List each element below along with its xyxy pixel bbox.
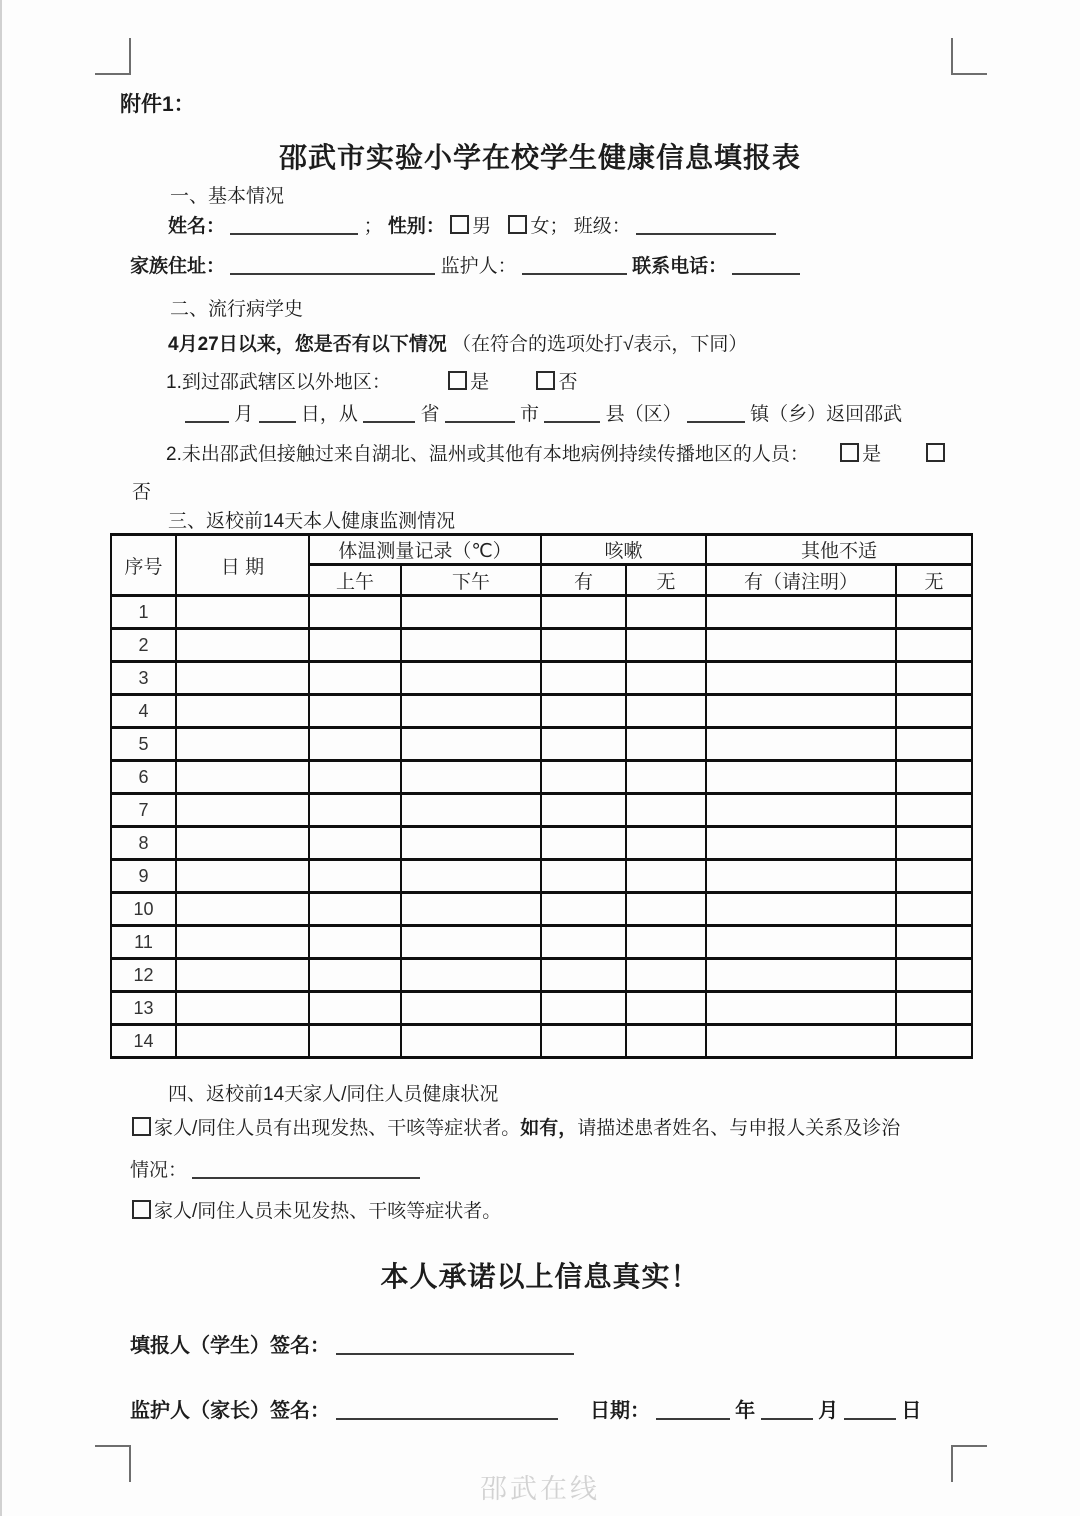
empty-entry-cell[interactable] (706, 827, 896, 860)
row-number-cell: 4 (111, 695, 176, 728)
question2-line (166, 439, 948, 466)
guardian-label: 监护人： (440, 256, 517, 277)
empty-entry-cell[interactable] (896, 827, 972, 860)
female-label: 女； (530, 216, 569, 237)
empty-entry-cell[interactable] (706, 959, 896, 992)
name-label: 姓名： (168, 216, 226, 237)
table-row (111, 695, 972, 728)
section-monitoring-heading: 三、返校前14天本人健康监测情况 (168, 511, 456, 532)
empty-entry-cell[interactable] (706, 893, 896, 926)
empty-entry-cell[interactable] (896, 1025, 972, 1058)
q1-yes-label: 是 (470, 372, 490, 393)
town-label: 镇（乡）返回邵武 (750, 404, 903, 425)
town-blank[interactable] (687, 404, 745, 423)
empty-entry-cell[interactable] (541, 695, 626, 728)
empty-entry-cell[interactable] (626, 893, 706, 926)
empty-entry-cell[interactable] (896, 794, 972, 827)
empty-entry-cell[interactable] (896, 695, 972, 728)
family-option1-bold: 如有， (520, 1118, 578, 1139)
table-row (111, 794, 972, 827)
row-number-cell: 7 (111, 794, 176, 827)
pledge-statement: 本人承诺以上信息真实！ (380, 1261, 700, 1292)
date-year-blank[interactable] (656, 1401, 730, 1420)
guardian-sign-label: 监护人（家长）签名： (130, 1400, 330, 1422)
empty-entry-cell[interactable] (541, 761, 626, 794)
return-month-label: 月 (234, 404, 254, 425)
empty-entry-cell[interactable] (706, 794, 896, 827)
empty-entry-cell[interactable] (706, 596, 896, 629)
empty-entry-cell[interactable] (176, 893, 309, 926)
male-label: 男 (472, 216, 492, 237)
empty-entry-cell[interactable] (706, 860, 896, 893)
empty-entry-cell[interactable] (541, 959, 626, 992)
city-blank[interactable] (445, 404, 515, 423)
name-blank[interactable] (230, 216, 358, 235)
row-number-cell: 3 (111, 662, 176, 695)
row-number-cell: 8 (111, 827, 176, 860)
empty-entry-cell[interactable] (706, 926, 896, 959)
row-number-cell: 9 (111, 860, 176, 893)
q1-yes-checkbox[interactable] (448, 371, 467, 390)
student-signature-blank[interactable] (336, 1336, 574, 1355)
crop-mark-top-left (95, 38, 131, 75)
empty-entry-cell[interactable] (309, 860, 401, 893)
address-label: 家族住址： (130, 256, 226, 277)
table-row (111, 992, 972, 1025)
col-header-temp-pm: 下午 (401, 565, 541, 596)
empty-entry-cell[interactable] (401, 1025, 541, 1058)
empty-entry-cell[interactable] (176, 728, 309, 761)
family-option1-rest: 请描述患者姓名、与申报人关系及诊治 (577, 1118, 901, 1139)
empty-entry-cell[interactable] (401, 893, 541, 926)
empty-entry-cell[interactable] (896, 596, 972, 629)
empty-entry-cell[interactable] (309, 761, 401, 794)
family-option2-line (132, 1196, 501, 1223)
male-checkbox[interactable] (450, 215, 469, 234)
section-epidemiology-heading: 二、流行病学史 (170, 299, 304, 320)
city-label: 市 (520, 404, 540, 425)
address-guardian-phone-line (130, 251, 800, 278)
row-number-cell: 14 (111, 1025, 176, 1058)
table-row (111, 596, 972, 629)
empty-entry-cell[interactable] (401, 662, 541, 695)
empty-entry-cell[interactable] (541, 1025, 626, 1058)
empty-entry-cell[interactable] (309, 662, 401, 695)
empty-entry-cell[interactable] (541, 629, 626, 662)
month-label: 月 (818, 1400, 839, 1422)
empty-entry-cell[interactable] (706, 992, 896, 1025)
col-header-cough-yes: 有 (541, 565, 626, 596)
empty-entry-cell[interactable] (626, 761, 706, 794)
date-group (590, 1394, 921, 1423)
date-month-blank[interactable] (761, 1401, 813, 1420)
row-number-cell: 2 (111, 629, 176, 662)
empty-entry-cell[interactable] (626, 629, 706, 662)
empty-entry-cell[interactable] (541, 794, 626, 827)
row-number-cell: 1 (111, 596, 176, 629)
form-title: 邵武市实验小学在校学生健康信息填报表 (278, 142, 801, 173)
name-separator: ； (363, 216, 383, 237)
empty-entry-cell[interactable] (401, 959, 541, 992)
guardian-signature-line (130, 1394, 960, 1423)
empty-entry-cell[interactable] (896, 728, 972, 761)
row-number-cell: 11 (111, 926, 176, 959)
epi-intro-note: （在符合的选项处打√表示，下同） (451, 334, 748, 355)
health-monitor-table (110, 533, 973, 1059)
empty-entry-cell[interactable] (626, 992, 706, 1025)
empty-entry-cell[interactable] (626, 794, 706, 827)
guardian-blank[interactable] (522, 256, 627, 275)
empty-entry-cell[interactable] (401, 629, 541, 662)
family-option1-text: 家人/同住人员有出现发热、干咳等症状者。 (154, 1118, 521, 1139)
col-header-seq: 序号 (111, 535, 176, 596)
table-row (111, 629, 972, 662)
family-option1-continuation (130, 1155, 420, 1182)
empty-entry-cell[interactable] (706, 662, 896, 695)
table-row (111, 761, 972, 794)
table-row (111, 728, 972, 761)
monitor-table-body (111, 596, 972, 1058)
phone-blank[interactable] (732, 256, 800, 275)
province-blank[interactable] (363, 404, 415, 423)
empty-entry-cell[interactable] (309, 926, 401, 959)
family-option1-line (132, 1113, 900, 1140)
empty-entry-cell[interactable] (626, 860, 706, 893)
empty-entry-cell[interactable] (401, 794, 541, 827)
empty-entry-cell[interactable] (626, 695, 706, 728)
empty-entry-cell[interactable] (401, 761, 541, 794)
col-header-other-no: 无 (896, 565, 972, 596)
family-symptomatic-checkbox[interactable] (132, 1117, 151, 1136)
col-header-date: 日 期 (176, 535, 309, 596)
county-blank[interactable] (544, 404, 600, 423)
table-row (111, 1025, 972, 1058)
return-month-blank[interactable] (185, 404, 229, 423)
empty-entry-cell[interactable] (541, 992, 626, 1025)
phone-label: 联系电话： (632, 256, 728, 277)
empty-entry-cell[interactable] (626, 1025, 706, 1058)
watermark-text: 邵武在线 (480, 1474, 600, 1504)
empty-entry-cell[interactable] (706, 629, 896, 662)
date-day-blank[interactable] (844, 1401, 896, 1420)
empty-entry-cell[interactable] (176, 992, 309, 1025)
empty-entry-cell[interactable] (309, 893, 401, 926)
question2-no-wrapped-label: 否 (132, 482, 152, 503)
row-number-cell: 10 (111, 893, 176, 926)
empty-entry-cell[interactable] (626, 926, 706, 959)
class-label: 班级： (573, 216, 631, 237)
q2-yes-checkbox[interactable] (840, 443, 859, 462)
empty-entry-cell[interactable] (541, 860, 626, 893)
table-row (111, 860, 972, 893)
col-header-cough: 咳嗽 (541, 535, 706, 565)
empty-entry-cell[interactable] (541, 596, 626, 629)
student-sign-label: 填报人（学生）签名： (130, 1335, 330, 1357)
col-header-temp-am: 上午 (309, 565, 401, 596)
question1-line (166, 367, 577, 394)
family-no-symptom-checkbox[interactable] (132, 1200, 151, 1219)
empty-entry-cell[interactable] (176, 794, 309, 827)
empty-entry-cell[interactable] (176, 662, 309, 695)
table-row (111, 926, 972, 959)
empty-entry-cell[interactable] (176, 596, 309, 629)
section-family-heading: 四、返校前14天家人/同住人员健康状况 (168, 1084, 499, 1105)
family-situation-blank[interactable] (192, 1160, 420, 1179)
col-header-other-yes: 有（请注明） (706, 565, 896, 596)
family-situation-label: 情况： (130, 1160, 188, 1181)
empty-entry-cell[interactable] (309, 1025, 401, 1058)
year-label: 年 (735, 1400, 756, 1422)
empty-entry-cell[interactable] (401, 695, 541, 728)
student-signature-line (130, 1329, 574, 1358)
empty-entry-cell[interactable] (176, 695, 309, 728)
empty-entry-cell[interactable] (176, 1025, 309, 1058)
empty-entry-cell[interactable] (706, 728, 896, 761)
empty-entry-cell[interactable] (309, 596, 401, 629)
empty-entry-cell[interactable] (541, 926, 626, 959)
date-label: 日期： (590, 1400, 650, 1422)
empty-entry-cell[interactable] (309, 827, 401, 860)
epidemiology-intro-line (168, 329, 747, 356)
table-row (111, 662, 972, 695)
row-number-cell: 13 (111, 992, 176, 1025)
question1-detail-line (185, 399, 902, 426)
empty-entry-cell[interactable] (401, 728, 541, 761)
empty-entry-cell[interactable] (541, 827, 626, 860)
empty-entry-cell[interactable] (309, 695, 401, 728)
empty-entry-cell[interactable] (401, 926, 541, 959)
row-number-cell: 5 (111, 728, 176, 761)
empty-entry-cell[interactable] (626, 959, 706, 992)
empty-entry-cell[interactable] (896, 926, 972, 959)
q1-no-checkbox[interactable] (536, 371, 555, 390)
empty-entry-cell[interactable] (896, 959, 972, 992)
empty-entry-cell[interactable] (626, 596, 706, 629)
empty-entry-cell[interactable] (176, 827, 309, 860)
empty-entry-cell[interactable] (706, 761, 896, 794)
section-basic-heading: 一、基本情况 (170, 186, 285, 207)
q2-yes-label: 是 (862, 444, 882, 465)
empty-entry-cell[interactable] (309, 992, 401, 1025)
empty-entry-cell[interactable] (309, 728, 401, 761)
empty-entry-cell[interactable] (176, 761, 309, 794)
row-number-cell: 6 (111, 761, 176, 794)
col-header-temperature: 体温测量记录（℃） (309, 535, 541, 565)
empty-entry-cell[interactable] (626, 662, 706, 695)
q1-no-label: 否 (558, 372, 578, 393)
table-row (111, 959, 972, 992)
empty-entry-cell[interactable] (541, 728, 626, 761)
col-header-cough-no: 无 (626, 565, 706, 596)
empty-entry-cell[interactable] (896, 893, 972, 926)
empty-entry-cell[interactable] (176, 860, 309, 893)
empty-entry-cell[interactable] (896, 662, 972, 695)
empty-entry-cell[interactable] (176, 629, 309, 662)
class-blank[interactable] (636, 216, 776, 235)
empty-entry-cell[interactable] (626, 728, 706, 761)
question1-label: 1.到过邵武辖区以外地区： (166, 372, 391, 393)
gender-label: 性别： (387, 216, 445, 237)
question2-label: 2.未出邵武但接触过来自湖北、温州或其他有本地病例持续传播地区的人员： (166, 444, 809, 465)
address-blank[interactable] (230, 256, 435, 275)
empty-entry-cell[interactable] (401, 992, 541, 1025)
empty-entry-cell[interactable] (541, 893, 626, 926)
empty-entry-cell[interactable] (309, 959, 401, 992)
q2-no-checkbox[interactable] (926, 443, 945, 462)
empty-entry-cell[interactable] (896, 761, 972, 794)
empty-entry-cell[interactable] (309, 629, 401, 662)
row-number-cell: 12 (111, 959, 176, 992)
empty-entry-cell[interactable] (626, 827, 706, 860)
family-option2-text: 家人/同住人员未见发热、干咳等症状者。 (154, 1201, 502, 1222)
empty-entry-cell[interactable] (401, 860, 541, 893)
female-checkbox[interactable] (508, 215, 527, 234)
guardian-signature-blank[interactable] (336, 1401, 558, 1420)
empty-entry-cell[interactable] (309, 794, 401, 827)
empty-entry-cell[interactable] (706, 695, 896, 728)
empty-entry-cell[interactable] (896, 629, 972, 662)
empty-entry-cell[interactable] (401, 827, 541, 860)
empty-entry-cell[interactable] (706, 1025, 896, 1058)
name-gender-class-line (168, 211, 776, 238)
day-label: 日 (901, 1400, 922, 1422)
epi-intro-bold: 4月27日以来，您是否有以下情况 (168, 334, 447, 355)
province-label: 省 (420, 404, 440, 425)
empty-entry-cell[interactable] (176, 959, 309, 992)
attachment-label: 附件1： (120, 93, 195, 116)
crop-mark-top-right (951, 38, 987, 75)
table-row (111, 893, 972, 926)
empty-entry-cell[interactable] (896, 992, 972, 1025)
return-day-blank[interactable] (259, 404, 296, 423)
empty-entry-cell[interactable] (896, 860, 972, 893)
table-row (111, 827, 972, 860)
empty-entry-cell[interactable] (176, 926, 309, 959)
empty-entry-cell[interactable] (401, 596, 541, 629)
empty-entry-cell[interactable] (541, 662, 626, 695)
return-day-label: 日，从 (300, 404, 358, 425)
col-header-other-discomfort: 其他不适 (706, 535, 972, 565)
county-label: 县（区） (605, 404, 682, 425)
